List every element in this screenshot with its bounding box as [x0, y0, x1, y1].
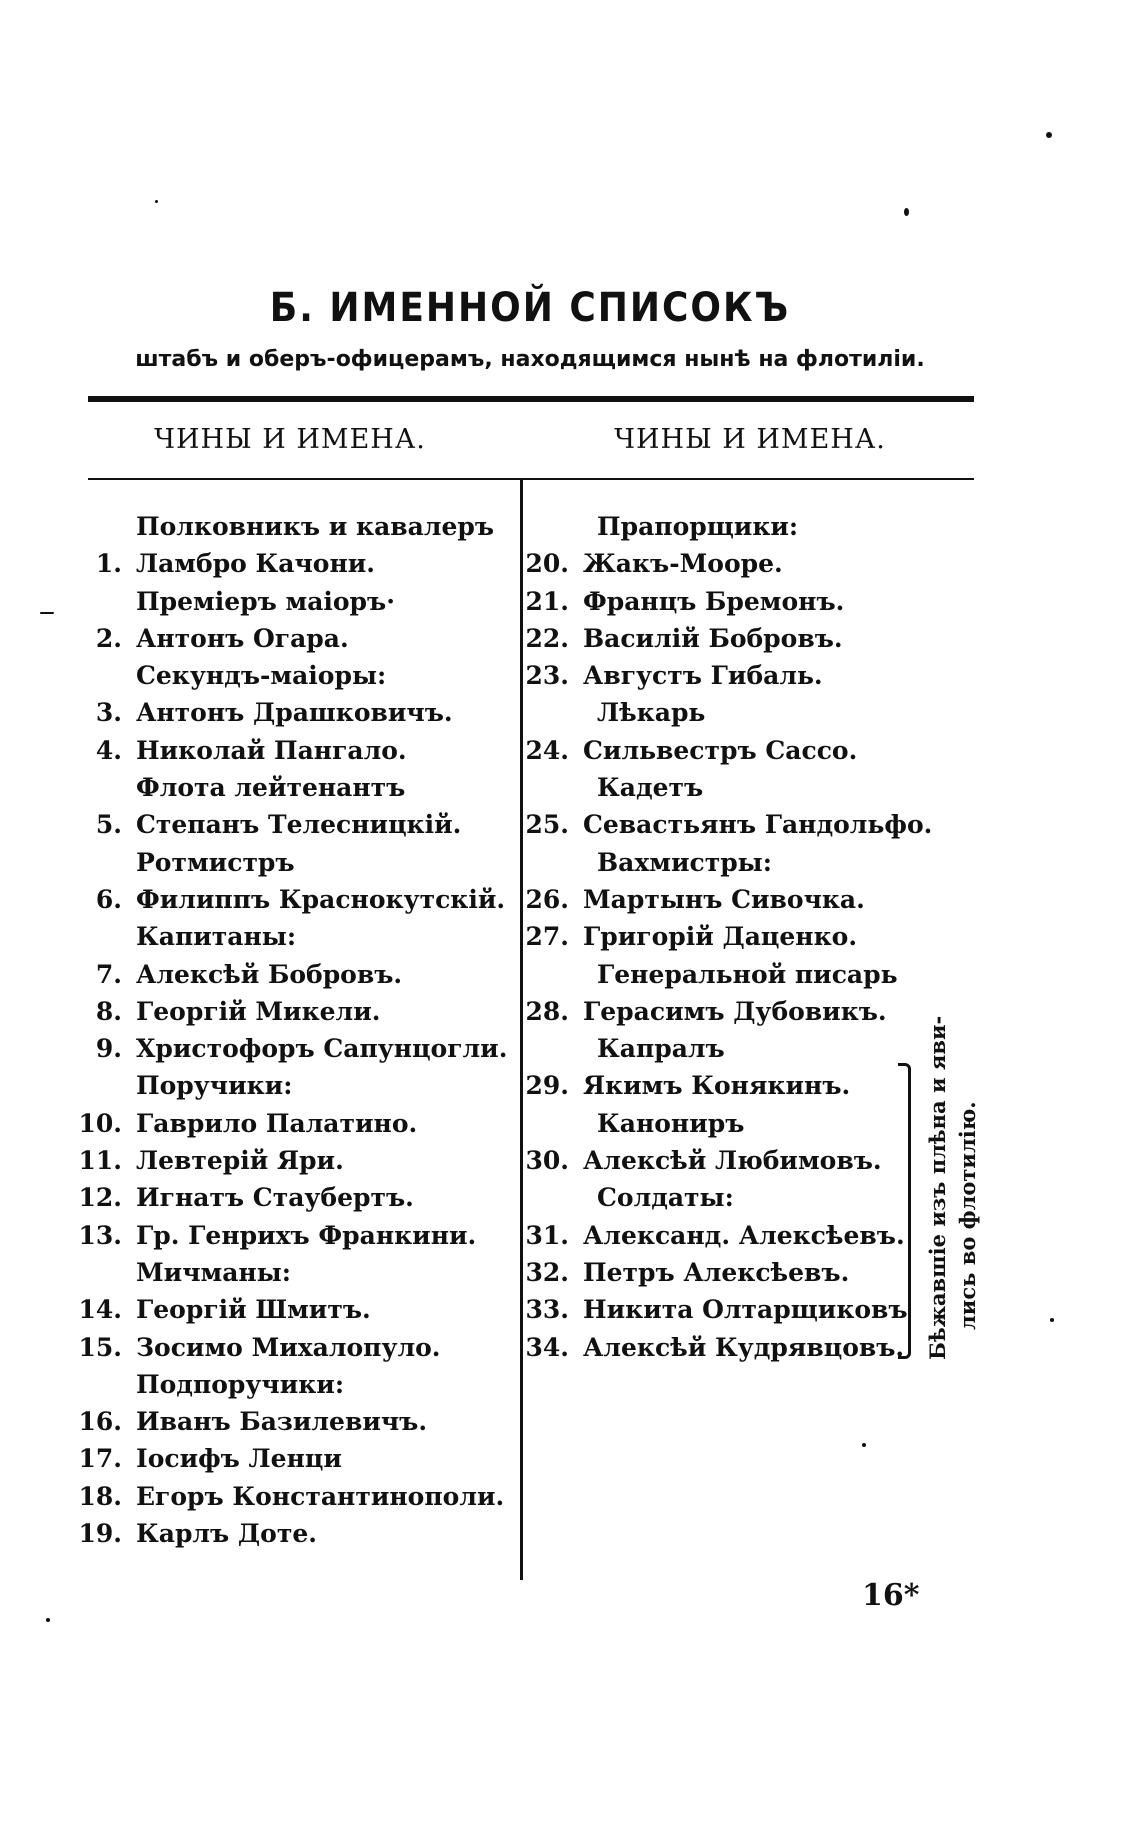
rank-heading: Флота лейтенантъ [136, 773, 406, 803]
left-column-list [60, 508, 508, 1552]
rank-heading: Вахмистры: [597, 847, 772, 877]
list-item [525, 993, 925, 1030]
list-item [60, 1217, 500, 1254]
rank-heading: Лѣкарь [597, 698, 706, 728]
entry-name: Степанъ Телесницкій. [136, 810, 462, 840]
list-item [60, 806, 500, 843]
list-item [525, 657, 925, 694]
list-item [525, 1329, 925, 1366]
entry-name: Ламбро Качони. [136, 549, 376, 579]
right-column-list [525, 508, 933, 1366]
rank-heading: Мичманы: [136, 1257, 292, 1287]
rank-heading: Полковникъ и кавалеръ [136, 512, 495, 541]
entry-number: 16. [78, 1407, 122, 1437]
side-note-line-2: лись во флотилію. [955, 1101, 980, 1330]
entry-name: Петръ Алексѣевъ. [583, 1257, 850, 1287]
list-item [525, 806, 933, 843]
rank-heading: Ротмистръ [136, 847, 295, 877]
column-header-left: ЧИНЫ И ИМЕНА. [154, 424, 426, 455]
entry-number: 20. [525, 549, 569, 579]
entry-number: 12. [78, 1183, 122, 1213]
list-item [60, 1515, 500, 1552]
entry-name: Алексѣй Кудрявцовъ. [583, 1332, 905, 1362]
entry-name: Антонъ Драшковичъ. [136, 698, 453, 728]
rank-heading: Канониръ [597, 1108, 745, 1138]
entry-name: Алексѣй Любимовъ. [583, 1146, 882, 1176]
list-item [60, 694, 500, 731]
entry-number: 8. [95, 996, 122, 1026]
entry-number: 5. [95, 810, 122, 840]
entry-number: 25. [525, 810, 569, 840]
entry-number: 26. [525, 884, 569, 914]
entry-name: Георгій Шмитъ. [136, 1295, 371, 1325]
entry-name: Алексѣй Бобровъ. [136, 959, 403, 989]
entry-name: Левтерій Яри. [136, 1146, 344, 1176]
entry-number: 33. [525, 1295, 569, 1325]
rank-heading: Кадетъ [597, 773, 704, 803]
entry-number: 4. [95, 735, 122, 765]
print-speck [862, 1443, 866, 1447]
list-item [525, 918, 925, 955]
entry-name: Якимъ Конякинъ. [583, 1071, 851, 1101]
entry-name: Филиппъ Краснокутскій. [136, 884, 506, 914]
header-rule-thick [88, 396, 974, 402]
print-speck [155, 200, 158, 203]
entry-number: 30. [525, 1146, 569, 1176]
entry-name: Зосимо Михалопуло. [136, 1332, 441, 1362]
print-speck [40, 612, 54, 614]
list-item [525, 1217, 925, 1254]
entry-name: Александ. Алексѣевъ. [583, 1220, 905, 1250]
entry-name: Мартынъ Сивочка. [583, 884, 865, 914]
entry-name: Севастьянъ Гандольфо. [583, 810, 933, 840]
entry-number: 29. [525, 1071, 569, 1101]
entry-name: Францъ Бремонъ. [583, 586, 845, 616]
list-item [60, 1403, 500, 1440]
header-rule-thin [88, 478, 974, 480]
side-note-bracket [898, 1063, 911, 1359]
list-item [60, 1105, 500, 1142]
entry-name: Никита Олтарщиковъ [583, 1295, 908, 1325]
list-item [60, 545, 500, 582]
list-item [60, 1030, 508, 1067]
rank-heading: Преміеръ маіоръ· [136, 586, 395, 616]
entry-name: Августъ Гибаль. [583, 661, 823, 691]
entry-name: Иванъ Базилевичъ. [136, 1407, 428, 1437]
entry-number: 32. [525, 1257, 569, 1287]
entry-number: 14. [78, 1295, 122, 1325]
entry-number: 22. [525, 623, 569, 653]
entry-number: 28. [525, 996, 569, 1026]
list-item [60, 1478, 505, 1515]
list-item [60, 1329, 500, 1366]
entry-name: Гаврило Палатино. [136, 1108, 418, 1138]
entry-number: 7. [95, 959, 122, 989]
entry-name: Антонъ Огара. [136, 623, 349, 653]
entry-number: 27. [525, 922, 569, 952]
list-item [60, 620, 500, 657]
list-item [60, 993, 500, 1030]
rank-heading: Прапорщики: [597, 512, 799, 541]
entry-number: 24. [525, 735, 569, 765]
entry-name: Жакъ-Мооре. [583, 549, 783, 579]
side-note-line-1: Бѣжавшіе изъ плѣна и яви- [925, 1015, 950, 1360]
rank-heading: Капитаны: [136, 922, 297, 952]
entry-number: 19. [78, 1519, 122, 1549]
page-subtitle: штабъ и оберъ-офицерамъ, находящимся нынѣ на флотиліи. [135, 347, 925, 372]
rank-heading: Солдаты: [597, 1183, 734, 1213]
entry-number: 18. [78, 1481, 122, 1511]
rank-heading: Поручики: [136, 1071, 293, 1101]
list-item [525, 583, 925, 620]
list-item [525, 881, 925, 918]
page-number: 16* [862, 1578, 920, 1613]
entry-name: Василій Бобровъ. [583, 623, 843, 653]
rank-heading: Капралъ [597, 1034, 725, 1064]
print-speck [1050, 1318, 1054, 1322]
rank-heading: Подпоручики: [136, 1369, 345, 1399]
print-speck [904, 208, 909, 216]
entry-number: 11. [78, 1146, 122, 1176]
list-item [525, 732, 925, 769]
list-item [60, 881, 506, 918]
entry-name: Іосифъ Ленци [136, 1444, 342, 1474]
entry-name: Карлъ Доте. [136, 1519, 317, 1549]
entry-number: 2. [95, 623, 122, 653]
list-item [525, 1254, 925, 1291]
entry-number: 31. [525, 1220, 569, 1250]
entry-number: 10. [78, 1108, 122, 1138]
list-item [525, 1291, 925, 1328]
entry-name: Гр. Генрихъ Франкини. [136, 1220, 477, 1250]
list-item [60, 1440, 500, 1477]
entry-name: Николай Пангало. [136, 735, 407, 765]
list-item [525, 620, 925, 657]
list-item [60, 732, 500, 769]
entry-name: Григорій Даценко. [583, 922, 858, 952]
entry-number: 1. [95, 549, 122, 579]
entry-name: Герасимъ Дубовикъ. [583, 996, 887, 1026]
list-item [60, 956, 500, 993]
entry-number: 17. [78, 1444, 122, 1474]
entry-name: Христофоръ Сапунцогли. [136, 1034, 508, 1064]
entry-number: 13. [78, 1220, 122, 1250]
list-item [60, 1179, 500, 1216]
column-header-right: ЧИНЫ И ИМЕНА. [614, 424, 886, 455]
entry-number: 23. [525, 661, 569, 691]
list-item [525, 1142, 925, 1179]
list-item [525, 1067, 925, 1104]
print-speck [1046, 132, 1052, 138]
entry-number: 21. [525, 586, 569, 616]
entry-number: 15. [78, 1332, 122, 1362]
rank-heading: Секундъ-маіоры: [136, 661, 387, 691]
page-title: Б. ИМЕННОЙ СПИСОКЪ [269, 285, 791, 331]
side-note [925, 1015, 985, 1360]
rank-heading: Генеральной писарь [597, 959, 898, 989]
entry-number: 6. [95, 884, 122, 914]
list-item [60, 1291, 500, 1328]
entry-number: 34. [525, 1332, 569, 1362]
entry-number: 9. [95, 1034, 122, 1064]
column-divider [520, 480, 523, 1580]
print-speck [46, 1618, 50, 1622]
entry-name: Егоръ Константинополи. [136, 1481, 505, 1511]
entry-name: Игнатъ Стаубертъ. [136, 1183, 414, 1213]
entry-number: 3. [95, 698, 122, 728]
entry-name: Сильвестръ Сассо. [583, 735, 858, 765]
list-item [525, 545, 925, 582]
entry-name: Георгій Микели. [136, 996, 381, 1026]
list-item [60, 1142, 500, 1179]
